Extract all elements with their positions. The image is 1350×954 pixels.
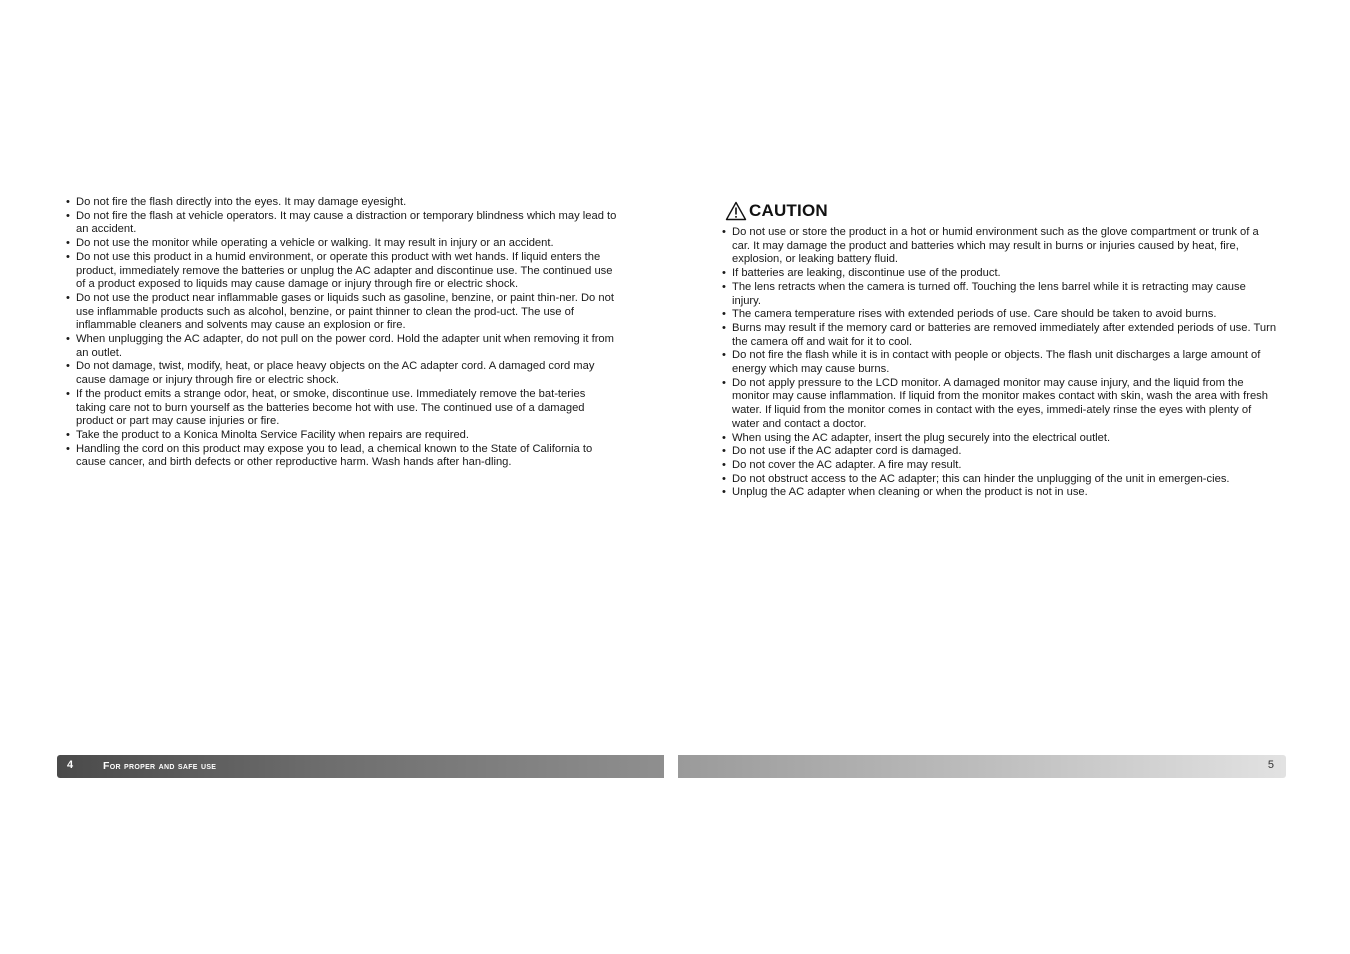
- caution-item: • Do not fire the flash while it is in contact with people or objects. The flash unit discharges a large amount of energy which may cause burns.: [722, 349, 1277, 376]
- caution-title: CAUTION: [749, 201, 828, 220]
- warning-item: • Do not use this product in a humid environment, or operate this product with wet hands. If liquid enters the product, immediately remove the batteries or unplug the AC adapter and discontinue use. The continued use of a product exposed to liquids may cause damage or injury through fire or electric shock.: [66, 251, 618, 292]
- caution-heading: [725, 200, 828, 222]
- caution-item: • Do not use if the AC adapter cord is damaged.: [722, 445, 1277, 459]
- warning-item: • Do not use the product near inflammable gases or liquids such as gasoline, benzine, or paint thin-ner. Do not use inflammable products such as alcohol, benzine, or paint thinner to clean the prod-uct. The use of inflammable cleaners and solvents may cause an explosion or fire.: [66, 292, 618, 333]
- caution-item: • Unplug the AC adapter when cleaning or when the product is not in use.: [722, 486, 1277, 500]
- right-page: [675, 0, 1350, 954]
- warning-item: • Do not damage, twist, modify, heat, or place heavy objects on the AC adapter cord. A damaged cord may cause damage or injury through fire or electric shock.: [66, 360, 618, 387]
- caution-item: • Do not cover the AC adapter. A fire may result.: [722, 459, 1277, 473]
- caution-item: • Do not use or store the product in a hot or humid environment such as the glove compartment or trunk of a car. It may damage the product and batteries which may result in burns or injuries caused by heat, fire, explosion, or leaking battery fluid.: [722, 226, 1277, 267]
- caution-item: • Burns may result if the memory card or batteries are removed immediately after extended periods of use. Turn the camera off and wait for it to cool.: [722, 322, 1277, 349]
- warning-item: • Take the product to a Konica Minolta Service Facility when repairs are required.: [66, 429, 618, 443]
- warning-item: • If the product emits a strange odor, heat, or smoke, discontinue use. Immediately remove the bat-teries taking care not to burn yourself as the batteries become hot with use. The continued use of a damaged product or part may cause injuries or fire.: [66, 388, 618, 429]
- caution-item: • When using the AC adapter, insert the plug securely into the electrical outlet.: [722, 432, 1277, 446]
- caution-item: • The camera temperature rises with extended periods of use. Care should be taken to avoid burns.: [722, 308, 1277, 322]
- warning-item: • Do not fire the flash directly into the eyes. It may damage eyesight.: [66, 196, 618, 210]
- footer-bar-left: [57, 755, 664, 778]
- caution-item: • Do not obstruct access to the AC adapter; this can hinder the unplugging of the unit in emergen-cies.: [722, 473, 1277, 487]
- page-number: 5: [1267, 759, 1274, 771]
- warning-list: [66, 196, 618, 470]
- warning-item: • Do not use the monitor while operating a vehicle or walking. It may result in injury or an accident.: [66, 237, 618, 251]
- caution-list: [722, 226, 1277, 500]
- page-number: 4: [67, 759, 74, 771]
- warning-item: • Do not fire the flash at vehicle operators. It may cause a distraction or temporary blindness which may lead to an accident.: [66, 210, 618, 237]
- warning-item: • When unplugging the AC adapter, do not pull on the power cord. Hold the adapter unit when removing it from an outlet.: [66, 333, 618, 360]
- caution-item: • The lens retracts when the camera is turned off. Touching the lens barrel while it is retracting may cause injury.: [722, 281, 1277, 308]
- caution-item: • Do not apply pressure to the LCD monitor. A damaged monitor may cause injury, and the liquid from the monitor may cause inflammation. If liquid from the monitor makes contact with skin, wash the area with fresh water. If liquid from the monitor comes in contact with the eyes, immedi-ately rinse the eyes with plenty of water and contact a doctor.: [722, 377, 1277, 432]
- footer-bar-right: [678, 755, 1286, 778]
- caution-item: • If batteries are leaking, discontinue use of the product.: [722, 267, 1277, 281]
- section-title: For proper and safe use: [103, 760, 217, 772]
- warning-item: • Handling the cord on this product may expose you to lead, a chemical known to the State of California to cause cancer, and birth defects or other reproductive harm. Wash hands after han-dling.: [66, 443, 618, 470]
- warning-triangle-icon: [725, 201, 747, 221]
